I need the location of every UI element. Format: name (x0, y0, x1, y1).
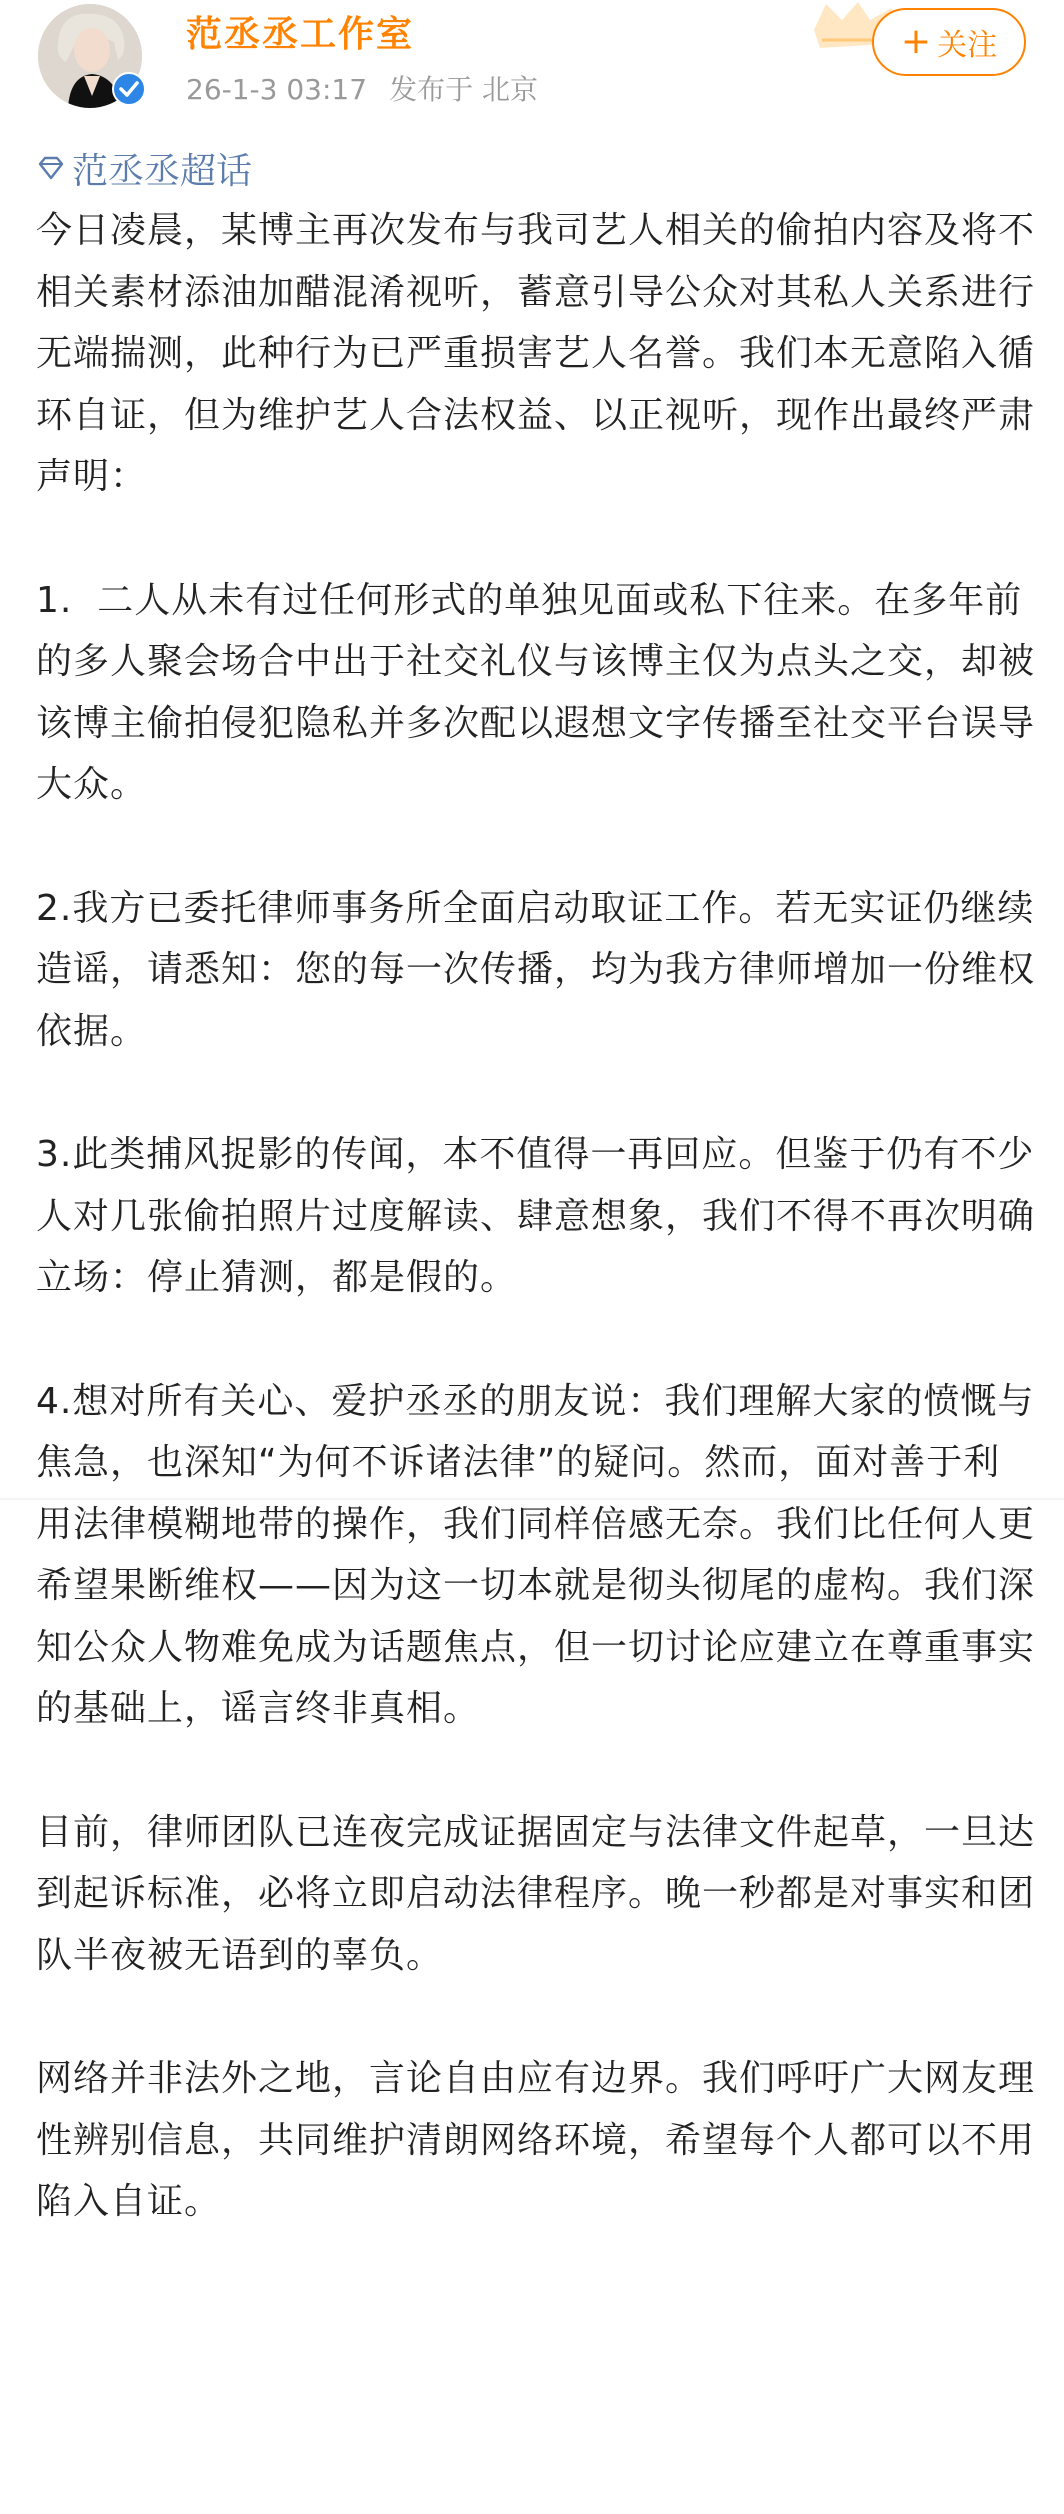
post-meta (186, 68, 538, 108)
topic-label: 范丞丞超话 (72, 150, 253, 192)
paragraph-legal-action: 目前，律师团队已连夜完成证据固定与法律文件起草，一旦达到起诉标准，必将立即启动法律程序。晚一秒都是对事实和团队半夜被无语到的辜负。 (36, 1811, 1036, 1976)
paragraph-point-2: 2.我方已委托律师事务所全面启动取证工作。若无实证仍继续造谣，请悉知：您的每一次传播，均为我方律师增加一份维权依据。 (36, 887, 1036, 1052)
paragraph-point-3: 3.此类捕风捉影的传闻，本不值得一再回应。但鉴于仍有不少人对几张偷拍照片过度解读、肆意想象，我们不得不再次明确立场：停止猜测，都是假的。 (36, 1134, 1036, 1298)
post-body (36, 200, 1036, 2233)
post-timestamp: 26-1-3 03:17 (186, 73, 368, 106)
follow-button[interactable] (872, 8, 1026, 76)
plus-icon: + (900, 21, 932, 62)
account-name[interactable]: 范丞丞工作室 (186, 14, 415, 55)
screenshot-seam-divider (0, 1498, 1064, 1500)
avatar[interactable] (38, 4, 142, 108)
paragraph-intro: 今日凌晨，某博主再次发布与我司艺人相关的偷拍内容及将不相关素材添油加醋混淆视听，蓄意引导公众对其私人关系进行无端揣测，此种行为已严重损害艺人名誉。我们本无意陷入循环自证，但为维护艺人合法权益、以正视听，现作出最终严肃声明： (36, 210, 1036, 497)
paragraph-closing: 网络并非法外之地，言论自由应有边界。我们呼吁广大网友理性辨别信息，共同维护清朗网络环境，希望每个人都可以不用陷入自证。 (36, 2058, 1036, 2222)
post-source: 发布于 北京 (389, 73, 538, 106)
diamond-icon (36, 153, 66, 183)
topic-link[interactable] (36, 140, 252, 196)
verified-badge-icon (112, 72, 146, 106)
paragraph-point-1: 1. 二人从未有过任何形式的单独见面或私下往来。在多年前的多人聚会场合中出于社交礼仪与该博主仅为点头之交，却被该博主偷拍侵犯隐私并多次配以遐想文字传播至社交平台误导大众。 (36, 579, 1036, 805)
follow-label: 关注 (937, 28, 998, 63)
post-header (0, 0, 1064, 140)
paragraph-point-4: 4.想对所有关心、爱护丞丞的朋友说：我们理解大家的愤慨与焦急，也深知“为何不诉诸法律”的疑问。然而，面对善于利用法律模糊地带的操作，我们同样倍感无奈。我们比任何人更希望果断维权——因为这一切本就是彻头彻尾的虚构。我们深知公众人物难免成为话题焦点，但一切讨论应建立在尊重事实的基础上，谣言终非真相。 (36, 1380, 1036, 1729)
